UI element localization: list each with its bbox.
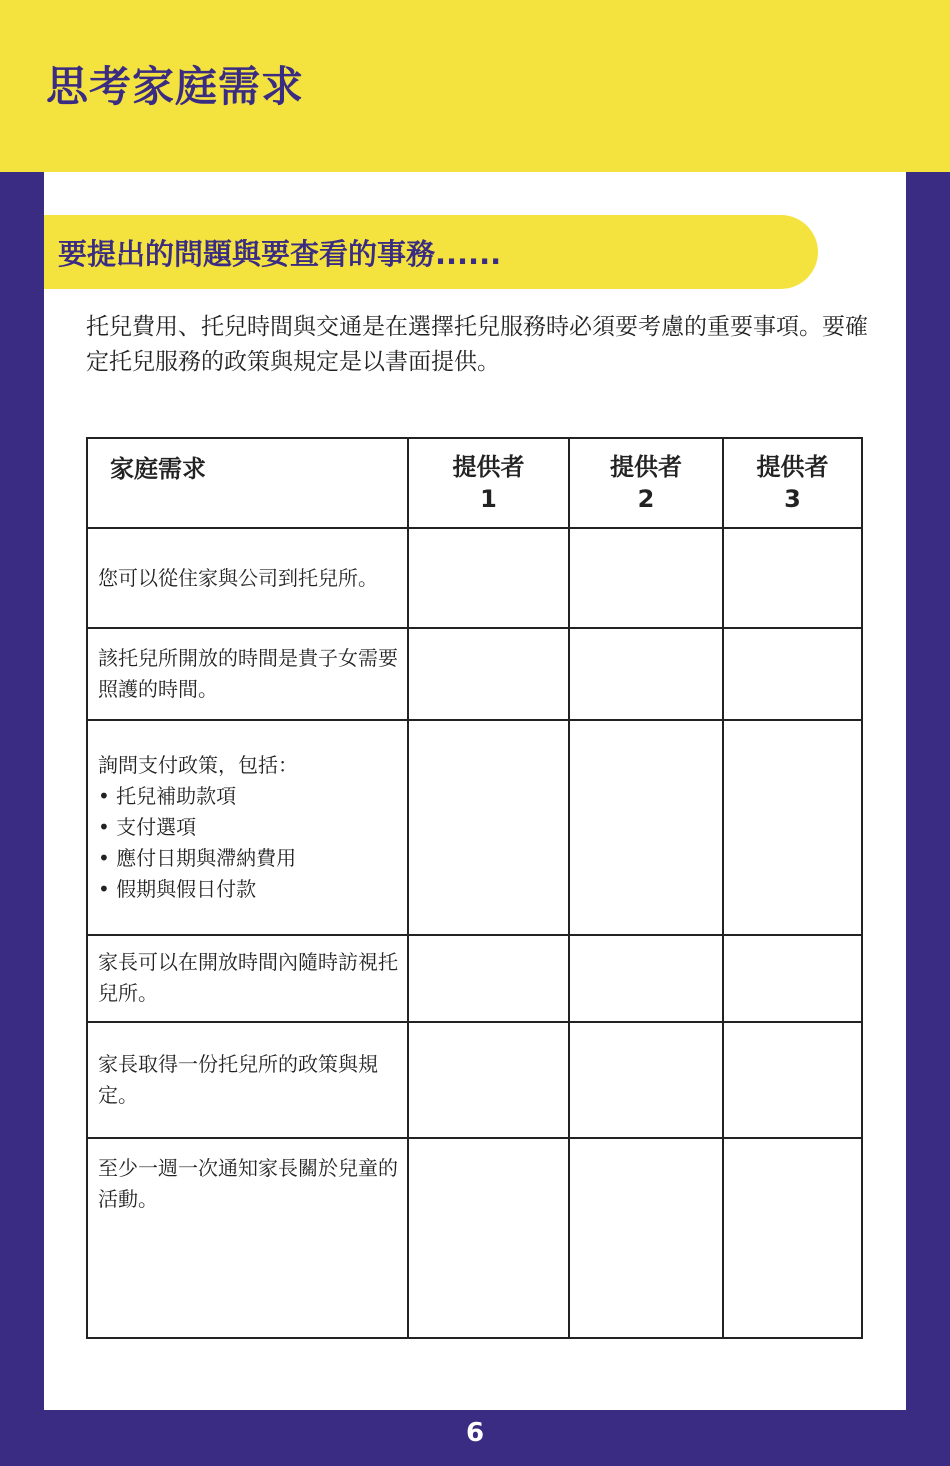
provider-2-cell[interactable] <box>569 1138 723 1338</box>
provider-3-cell[interactable] <box>723 1138 862 1338</box>
header-family-needs <box>87 438 408 528</box>
section-heading: 要提出的問題與要查看的事務...... <box>58 237 502 271</box>
page-title: 思考家庭需求 <box>46 62 305 111</box>
need-cell <box>87 720 408 934</box>
provider-3-cell[interactable] <box>723 1022 862 1138</box>
payment-policy-list <box>98 781 401 905</box>
need-cell: 家長可以在開放時間內隨時訪視托兒所。 <box>87 935 408 1022</box>
header-number: 3 <box>784 485 801 513</box>
list-item: • 支付選項 <box>98 812 401 843</box>
table-row <box>87 1022 862 1138</box>
provider-1-cell[interactable] <box>408 1138 569 1338</box>
provider-3-cell[interactable] <box>723 935 862 1022</box>
header-label: 提供者 <box>756 453 829 481</box>
list-item: • 假期與假日付款 <box>98 874 401 905</box>
list-item: • 托兒補助款項 <box>98 781 401 812</box>
provider-2-cell[interactable] <box>569 720 723 934</box>
header-number: 2 <box>637 485 655 513</box>
provider-3-cell[interactable] <box>723 628 862 720</box>
provider-1-cell[interactable] <box>408 528 569 628</box>
header-label: 家庭需求 <box>110 455 206 483</box>
need-cell: 該托兒所開放的時間是貴子女需要照護的時間。 <box>87 628 408 720</box>
provider-1-cell[interactable] <box>408 935 569 1022</box>
provider-2-cell[interactable] <box>569 935 723 1022</box>
need-cell: 您可以從住家與公司到托兒所。 <box>87 528 408 628</box>
header-number: 1 <box>480 485 497 513</box>
header-provider-1 <box>408 438 569 528</box>
table-row <box>87 935 862 1022</box>
page-number: 6 <box>465 1418 485 1448</box>
provider-1-cell[interactable] <box>408 1022 569 1138</box>
provider-3-cell[interactable] <box>723 528 862 628</box>
provider-2-cell[interactable] <box>569 528 723 628</box>
provider-2-cell[interactable] <box>569 1022 723 1138</box>
provider-3-cell[interactable] <box>723 720 862 934</box>
intro-paragraph: 托兒費用、托兒時間與交通是在選擇托兒服務時必須要考慮的重要事項。要確定托兒服務的政策與規定是以書面提供。 <box>86 314 868 375</box>
table-header-row <box>87 438 862 528</box>
table-row <box>87 720 862 934</box>
table-row <box>87 528 862 628</box>
need-cell: 至少一週一次通知家長關於兒童的活動。 <box>87 1138 408 1338</box>
provider-1-cell[interactable] <box>408 720 569 934</box>
table-row <box>87 628 862 720</box>
header-label: 提供者 <box>452 453 525 481</box>
header-label: 提供者 <box>610 453 682 481</box>
need-cell: 家長取得一份托兒所的政策與規定。 <box>87 1022 408 1138</box>
family-needs-table <box>86 437 863 1339</box>
need-text: 詢問支付政策，包括： <box>98 752 298 777</box>
header-provider-2 <box>569 438 723 528</box>
header-provider-3 <box>723 438 862 528</box>
provider-1-cell[interactable] <box>408 628 569 720</box>
provider-2-cell[interactable] <box>569 628 723 720</box>
table-row <box>87 1138 862 1338</box>
list-item: • 應付日期與滯納費用 <box>98 843 401 874</box>
